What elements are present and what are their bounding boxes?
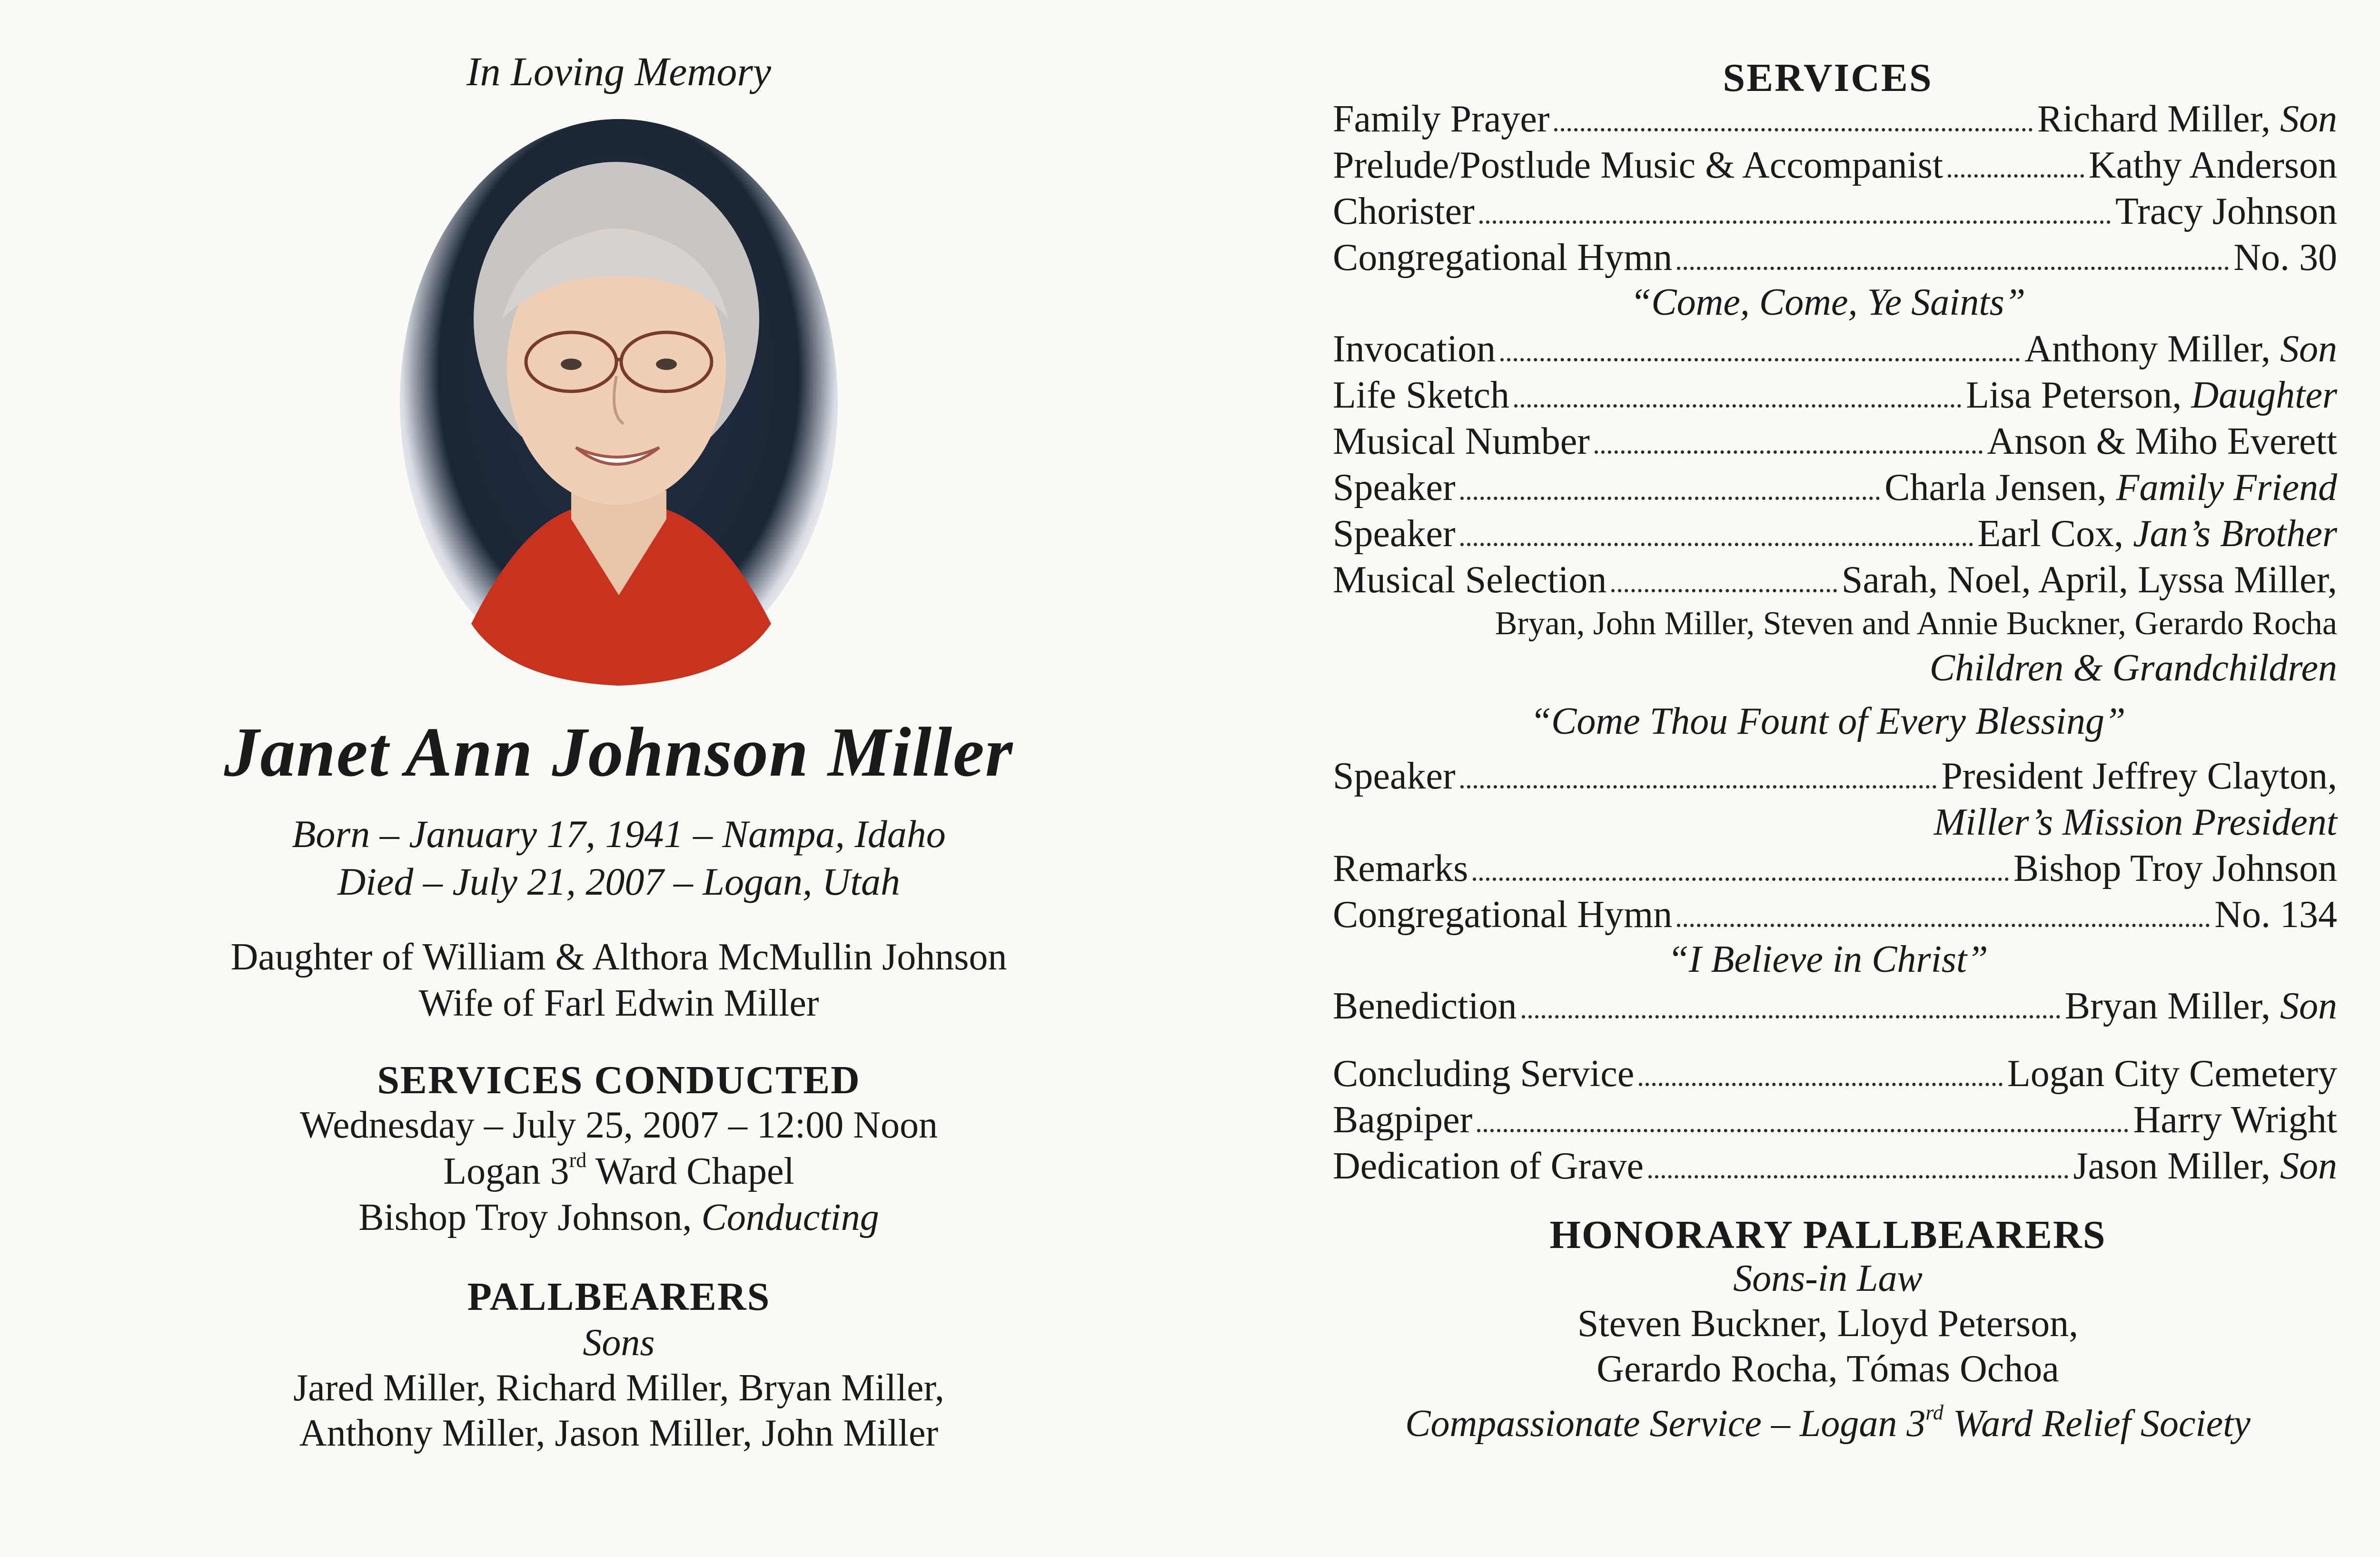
parents-info: Daughter of William & Althora McMullin Johnson	[230, 936, 1007, 978]
program-role: Daughter	[2191, 374, 2337, 416]
musical-selection-title: “Come Thou Fount of Every Blessing”	[1530, 700, 2126, 742]
program-label: Concluding Service	[1333, 1053, 1635, 1095]
leader-dots	[1677, 258, 2229, 270]
program-label: Life Sketch	[1333, 374, 1509, 416]
program-value	[1987, 420, 2337, 463]
program-row	[1333, 98, 2337, 141]
program-person: Earl Cox,	[1977, 513, 2133, 555]
services-place-suffix: rd	[569, 1148, 587, 1172]
program-row	[1333, 1098, 2337, 1142]
program-person: Anson & Miho Everett	[1987, 420, 2337, 462]
program-person: Anthony Miller,	[2024, 328, 2280, 370]
program-label: Musical Selection	[1333, 559, 1607, 601]
conductor-role: Conducting	[701, 1197, 879, 1238]
speaker-role: Miller’s Mission President	[1934, 801, 2337, 843]
program-label: Congregational Hymn	[1333, 237, 1673, 279]
program-role: Family Friend	[2116, 467, 2337, 509]
program-value	[1884, 466, 2337, 509]
portrait-illustration	[400, 119, 838, 686]
program-row	[1333, 1052, 2337, 1096]
program-label: Family Prayer	[1333, 98, 1550, 140]
program-role: Jan’s Brother	[2133, 513, 2337, 555]
program-row	[1333, 144, 2337, 187]
program-person: Jason Miller,	[2073, 1145, 2280, 1187]
pallbearers-heading: PALLBEARERS	[467, 1275, 771, 1319]
services-title: SERVICES	[1723, 56, 1933, 100]
program-row	[1333, 190, 2337, 233]
birth-info: Born – January 17, 1941 – Nampa, Idaho	[292, 812, 946, 856]
program-row	[1333, 893, 2337, 937]
deceased-name: Janet Ann Johnson Miller	[224, 713, 1014, 791]
pallbearers-subheading: Sons	[583, 1322, 655, 1364]
program-person: Sarah, Noel, April, Lyssa Miller,	[1841, 559, 2337, 601]
honorary-pallbearers-heading: HONORARY PALLBEARERS	[1549, 1213, 2106, 1257]
program-value	[1966, 374, 2337, 417]
program-value	[2024, 328, 2337, 371]
portrait-photo	[400, 119, 838, 686]
program-person: Logan City Cemetery	[2007, 1053, 2337, 1095]
honorary-pallbearers-subheading: Sons-in Law	[1733, 1258, 1923, 1299]
program-role: Son	[2280, 1145, 2337, 1187]
program-row	[1333, 374, 2337, 417]
compassionate-service-suffix: rd	[1925, 1401, 1944, 1424]
program-label: Speaker	[1333, 467, 1456, 509]
program-label: Congregational Hymn	[1333, 894, 1673, 936]
program-person: Charla Jensen,	[1884, 467, 2116, 509]
services-place-rest: Ward Chapel	[586, 1150, 794, 1192]
hymn-title: “I Believe in Christ”	[1667, 938, 1988, 980]
program-person: President Jeffrey Clayton,	[1941, 755, 2337, 797]
leader-dots	[1677, 915, 2210, 927]
program-value	[1941, 755, 2337, 798]
leader-dots	[1460, 488, 1880, 500]
spouse-info: Wife of Farl Edwin Miller	[418, 982, 819, 1024]
program-row	[1333, 985, 2337, 1028]
program-row	[1333, 236, 2337, 279]
program-value	[2233, 236, 2337, 279]
program-person: Harry Wright	[2133, 1099, 2337, 1141]
death-info: Died – July 21, 2007 – Logan, Utah	[337, 860, 901, 903]
program-person: Kathy Anderson	[2088, 144, 2337, 186]
program-row	[1333, 420, 2337, 463]
program-person: No. 30	[2233, 237, 2337, 279]
musical-selection-group: Children & Grandchildren	[1929, 647, 2337, 689]
program-value	[2037, 98, 2337, 141]
compassionate-service	[1314, 1402, 2342, 1446]
leader-dots	[1595, 442, 1983, 454]
leader-dots	[1639, 1074, 2003, 1086]
program-row	[1333, 1145, 2337, 1188]
leader-dots	[1460, 777, 1937, 788]
honorary-pallbearers-line-1: Steven Buckner, Lloyd Peterson,	[1577, 1303, 2079, 1345]
leader-dots	[1479, 212, 2111, 224]
program-label: Invocation	[1333, 328, 1496, 370]
services-date: Wednesday – July 25, 2007 – 12:00 Noon	[299, 1104, 938, 1146]
leader-dots	[1477, 1120, 2128, 1132]
program-person: Tracy Johnson	[2115, 190, 2337, 232]
leader-dots	[1514, 396, 1961, 408]
services-conductor	[0, 1196, 1238, 1239]
services-conducted-heading: SERVICES CONDUCTED	[377, 1058, 861, 1102]
leader-dots	[1554, 120, 2033, 131]
in-loving-memory: In Loving Memory	[466, 49, 772, 94]
program-person: Bishop Troy Johnson	[2013, 848, 2337, 889]
program-value	[2214, 893, 2337, 937]
program-row	[1333, 512, 2337, 556]
compassionate-service-text: Compassionate Service – Logan 3	[1405, 1403, 1926, 1445]
program-label: Musical Number	[1333, 420, 1590, 462]
program-row	[1333, 755, 2337, 798]
program-value	[2133, 1098, 2337, 1142]
program-label: Speaker	[1333, 755, 1456, 797]
program-label: Chorister	[1333, 190, 1475, 232]
program-label: Bagpiper	[1333, 1099, 1473, 1141]
compassionate-service-rest: Ward Relief Society	[1943, 1403, 2251, 1445]
services-place	[0, 1150, 1238, 1193]
program-label: Speaker	[1333, 513, 1456, 555]
musical-selection-names: Bryan, John Miller, Steven and Annie Buckner, Gerardo Rocha	[1495, 605, 2337, 642]
program-role: Son	[2280, 98, 2337, 140]
leader-dots	[1522, 1007, 2060, 1018]
hymn-title: “Come, Come, Ye Saints”	[1630, 281, 2026, 323]
services-place-text: Logan 3	[443, 1150, 569, 1192]
program-label: Prelude/Postlude Music & Accompanist	[1333, 144, 1944, 186]
pallbearers-line-1: Jared Miller, Richard Miller, Bryan Miller,	[293, 1367, 944, 1409]
program-role: Son	[2280, 985, 2337, 1027]
program-person: No. 134	[2214, 894, 2337, 936]
leader-dots	[1460, 534, 1973, 546]
program-value	[2073, 1145, 2337, 1188]
right-panel	[1314, 0, 2342, 1557]
program-row	[1333, 328, 2337, 371]
pallbearers-line-2: Anthony Miller, Jason Miller, John Miller	[299, 1412, 939, 1454]
program-value	[1842, 559, 2337, 602]
program-person: Bryan Miller,	[2064, 985, 2280, 1027]
leader-dots	[1611, 580, 1836, 592]
program-role: Son	[2280, 328, 2337, 370]
leader-dots	[1473, 869, 2008, 881]
program-value	[2013, 847, 2337, 890]
program-label: Benediction	[1333, 985, 1517, 1027]
program-label: Remarks	[1333, 848, 1468, 889]
program-value	[2089, 144, 2337, 187]
program-row	[1333, 466, 2337, 509]
leader-dots	[1500, 349, 2020, 361]
conductor-name: Bishop Troy Johnson,	[358, 1197, 702, 1238]
program-value	[2065, 985, 2337, 1028]
program-row	[1333, 847, 2337, 890]
program-value	[2115, 190, 2337, 233]
program-value	[1978, 512, 2337, 556]
program-label: Dedication of Grave	[1333, 1145, 1644, 1187]
leader-dots	[1948, 166, 2084, 178]
honorary-pallbearers-line-2: Gerardo Rocha, Tómas Ochoa	[1597, 1348, 2059, 1390]
leader-dots	[1648, 1167, 2068, 1178]
program-row	[1333, 559, 2337, 602]
program-person: Lisa Peterson,	[1966, 374, 2192, 416]
program-value	[2007, 1052, 2337, 1096]
program-person: Richard Miller,	[2037, 98, 2280, 140]
